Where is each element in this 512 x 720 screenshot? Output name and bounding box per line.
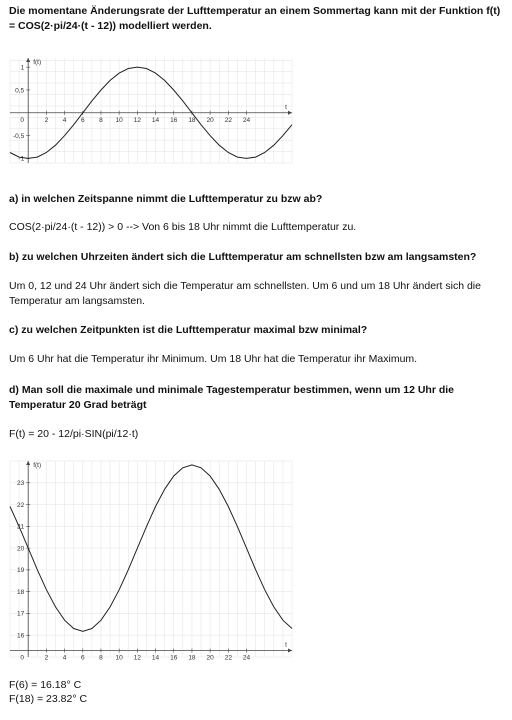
x-tick-label: 24 [242,654,251,662]
x-tick-label: 20 [206,116,214,124]
y-tick-label: 23 [16,480,25,488]
answer-b: Um 0, 12 und 24 Uhr ändert sich die Temperatur am schnellsten. Um 6 und um 18 Uhr ändert sich die Temperatur am langsamsten. [9,280,481,307]
x-tick-label: 18 [188,116,196,124]
x-tick-label: 18 [188,654,196,662]
y-tick-label: 22 [16,501,25,509]
y-tick-label: 20 [16,545,25,553]
y-tick-label: -0,5 [12,132,25,140]
x-axis-arrow [288,648,292,652]
question-c: c) zu welchen Zeitpunkten ist die Lufttemperatur maximal bzw minimal? [9,324,368,336]
question-a: a) in welchen Zeitspanne nimmt die Lufttemperatur zu bzw ab? [9,193,323,205]
y-axis-label: f(t) [33,462,42,469]
x-tick-label: 12 [133,116,141,124]
y-tick-label: 17 [16,610,25,618]
x-tick-label: 8 [99,654,103,662]
x-tick-label: 4 [62,116,67,124]
answer-c: Um 6 Uhr hat die Temperatur ihr Minimum. Um 18 Uhr hat die Temperatur ihr Maximum. [9,353,418,365]
x-tick-label: 16 [170,654,178,662]
question-d: d) Man soll die maximale und minimale Tagestemperatur bestimmen, wenn um 12 Uhr die Temperatur 20 Grad beträgt [9,384,454,411]
x-tick-label: 22 [224,654,232,662]
result-f6: F(6) = 16.18° C [9,679,82,691]
x-tick-label: 4 [62,654,67,662]
y-tick-label: 0,5 [15,87,25,95]
answer-a: COS(2·pi/24·(t - 12)) > 0 --> Von 6 bis 18 Uhr nimmt die Lufttemperatur zu. [9,221,357,233]
y-tick-label: 21 [16,523,25,531]
intro-text: Die momentane Änderungsrate der Lufttemperatur an einem Sommertag kann mit der Funktion f(t) = COS(2·pi/24·(t - 12)) modelliert werden. [9,5,501,32]
question-b: b) zu welchen Uhrzeiten ändert sich die Lufttemperatur am schnellsten bzw am langsamsten? [9,251,477,263]
formula-d: F(t) = 20 - 12/pi·SIN(pi/12·t) [9,428,139,440]
x-tick-label: 14 [151,654,160,662]
y-tick-label: 16 [16,632,25,640]
x-tick-label: 24 [242,116,251,124]
x-tick-label: 2 [44,116,49,124]
x-tick-label: 10 [115,116,123,124]
x-tick-label: 20 [206,654,214,662]
result-f18: F(18) = 23.82° C [9,693,88,705]
origin-label: 0 [20,116,25,124]
x-tick-label: 6 [80,116,85,124]
y-axis-label: f(t) [33,59,42,66]
y-tick-label: 18 [16,588,25,596]
y-axis-arrow [26,461,30,465]
x-tick-label: 8 [99,116,103,124]
x-tick-label: 10 [115,654,123,662]
x-axis-label: t [285,641,287,649]
y-tick-label: 1 [20,64,25,72]
x-tick-label: 22 [224,116,232,124]
x-tick-label: 2 [44,654,49,662]
x-axis-arrow [288,111,292,115]
origin-label: 0 [20,654,25,662]
x-tick-label: 14 [151,116,160,124]
y-tick-label: -1 [18,155,25,163]
x-tick-label: 6 [80,654,85,662]
x-tick-label: 12 [133,654,141,662]
temperature-chart [0,455,300,665]
y-tick-label: 19 [16,567,25,575]
x-tick-label: 16 [170,116,178,124]
x-axis-label: t [285,103,287,111]
cosine-rate-chart [0,48,300,168]
